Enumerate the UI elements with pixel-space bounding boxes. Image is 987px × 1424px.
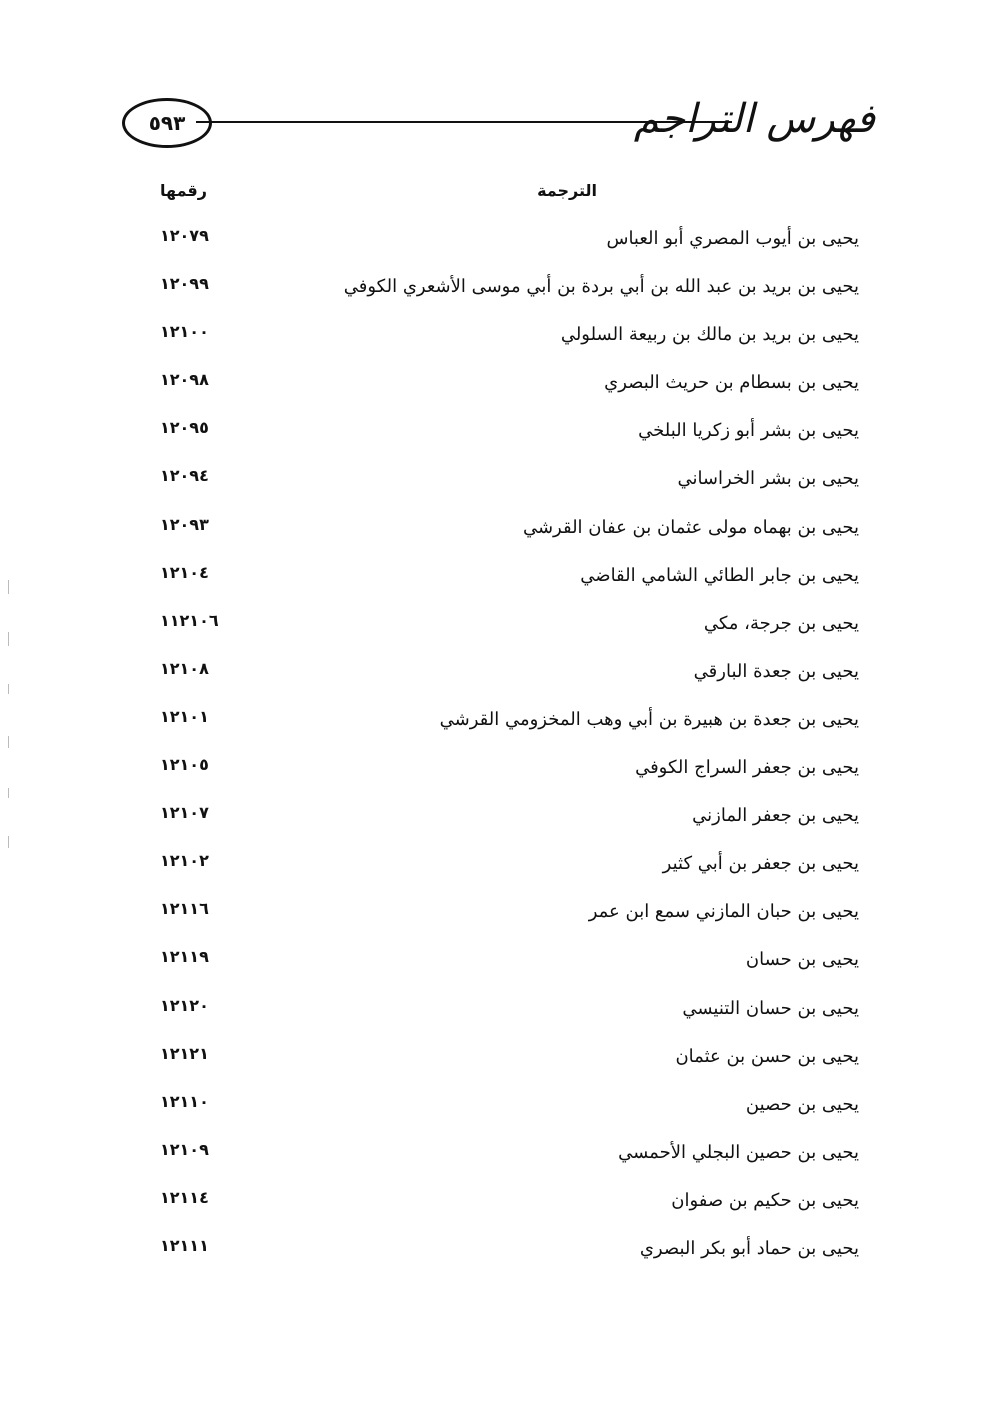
entry-name: يحيى بن جعفر المازني xyxy=(692,805,859,827)
header-title: فهرس التراجم xyxy=(633,96,875,142)
list-item xyxy=(0,706,987,757)
entry-name: يحيى بن بريد بن مالك بن ربيعة السلولي xyxy=(560,324,859,346)
list-item xyxy=(0,805,987,853)
entry-number: ١٢١٠٧ xyxy=(160,803,209,823)
page-header xyxy=(0,0,987,190)
entry-number: ١٢٠٩٩ xyxy=(160,274,209,294)
entry-name: يحيى بن حماد أبو بكر البصري xyxy=(639,1237,859,1259)
entry-number: ١٢١٠٥ xyxy=(160,755,209,775)
entry-name: يحيى بن جعفر بن أبي كثير xyxy=(662,853,859,875)
header-rule xyxy=(196,121,732,123)
entry-number: ١٢٠٩٥ xyxy=(160,418,209,438)
entry-number: ١٢١٠٨ xyxy=(160,658,209,678)
list-item xyxy=(0,853,987,901)
entry-number: ١٢٠٧٩ xyxy=(160,226,209,245)
entry-name: يحيى بن حبان المازني سمع ابن عمر xyxy=(588,901,859,923)
list-item xyxy=(0,1091,987,1142)
entry-name: يحيى بن جعدة بن هبيرة بن أبي وهب المخزومي القرشي xyxy=(439,708,859,730)
list-item xyxy=(0,1043,987,1094)
list-item xyxy=(0,949,987,997)
list-item xyxy=(0,995,987,1046)
entry-number: ١٢٠٩٤ xyxy=(160,466,209,486)
entry-number: ١٢١١٦ xyxy=(160,899,209,919)
entry-name: يحيى بن بسطام بن حريث البصري xyxy=(604,372,859,394)
page-number: ٥٩٣ xyxy=(148,111,186,135)
list-item xyxy=(0,562,987,613)
entry-number: ١٢٠٩٨ xyxy=(160,370,209,390)
entry-name: يحيى بن بهماه مولى عثمان بن عفان القرشي xyxy=(522,516,859,538)
list-item xyxy=(0,610,987,661)
margin-mark xyxy=(8,632,9,646)
entry-number: ١٢١٠٩ xyxy=(160,1139,209,1159)
entry-name: يحيى بن بشر أبو زكريا البلخي xyxy=(638,420,859,442)
entry-name: يحيى بن أيوب المصري أبو العباس xyxy=(606,228,859,249)
entry-number: ١٢١٢٠ xyxy=(160,995,209,1015)
list-item xyxy=(0,658,987,709)
entry-number: ١٢٠٩٣ xyxy=(160,514,209,534)
entry-number: ١٢١٢١ xyxy=(160,1043,209,1063)
entry-name: يحيى بن حسان xyxy=(745,949,859,971)
column-header-number: رقمها xyxy=(160,181,207,200)
entry-name: يحيى بن حسن بن عثمان xyxy=(675,1045,859,1067)
list-item xyxy=(0,901,987,949)
list-item xyxy=(0,420,987,468)
entry-name: يحيى بن بشر الخراساني xyxy=(677,468,859,490)
list-item xyxy=(0,757,987,805)
entry-number: ١٢١١٩ xyxy=(160,947,209,967)
entry-name: يحيى بن بريد بن عبد الله بن أبي بردة بن أبي موسى الأشعري الكوفي xyxy=(343,276,859,298)
entry-number: ١٢١٠٢ xyxy=(160,851,209,871)
list-item xyxy=(0,324,987,372)
column-header-name: الترجمة xyxy=(537,181,597,200)
page-number-badge xyxy=(122,98,212,148)
entry-number: ١٢١٠٤ xyxy=(160,562,209,582)
margin-mark xyxy=(8,684,9,694)
entry-number: ١٢١٠٠ xyxy=(160,322,209,342)
list-item xyxy=(0,372,987,420)
entry-number: ١٢١١١ xyxy=(160,1235,209,1255)
entry-number: ١١٢١٠٦ xyxy=(160,610,219,630)
margin-mark xyxy=(8,788,9,798)
entry-name: يحيى بن جعدة البارقي xyxy=(693,660,859,682)
entry-list xyxy=(0,228,987,1286)
entry-name: يحيى بن جرجة، مكي xyxy=(703,612,859,634)
entry-name: يحيى بن جعفر السراج الكوفي xyxy=(635,757,859,779)
list-item xyxy=(0,468,987,516)
entry-name: يحيى بن جابر الطائي الشامي القاضي xyxy=(580,564,859,586)
list-item xyxy=(0,514,987,565)
entry-number: ١٢١٠١ xyxy=(160,706,209,726)
entry-name: يحيى بن حسان التنيسي xyxy=(682,997,859,1019)
margin-mark xyxy=(8,836,9,848)
margin-mark xyxy=(8,736,9,748)
list-item xyxy=(0,1235,987,1286)
list-item xyxy=(0,1187,987,1238)
entry-name: يحيى بن حصين البجلي الأحمسي xyxy=(618,1141,859,1163)
list-item xyxy=(0,276,987,324)
list-item xyxy=(0,1139,987,1190)
list-item xyxy=(0,228,987,276)
margin-mark xyxy=(8,580,9,594)
entry-number: ١٢١١٤ xyxy=(160,1187,209,1207)
entry-number: ١٢١١٠ xyxy=(160,1091,209,1111)
entry-name: يحيى بن حكيم بن صفوان xyxy=(671,1189,859,1211)
entry-name: يحيى بن حصين xyxy=(745,1093,859,1115)
